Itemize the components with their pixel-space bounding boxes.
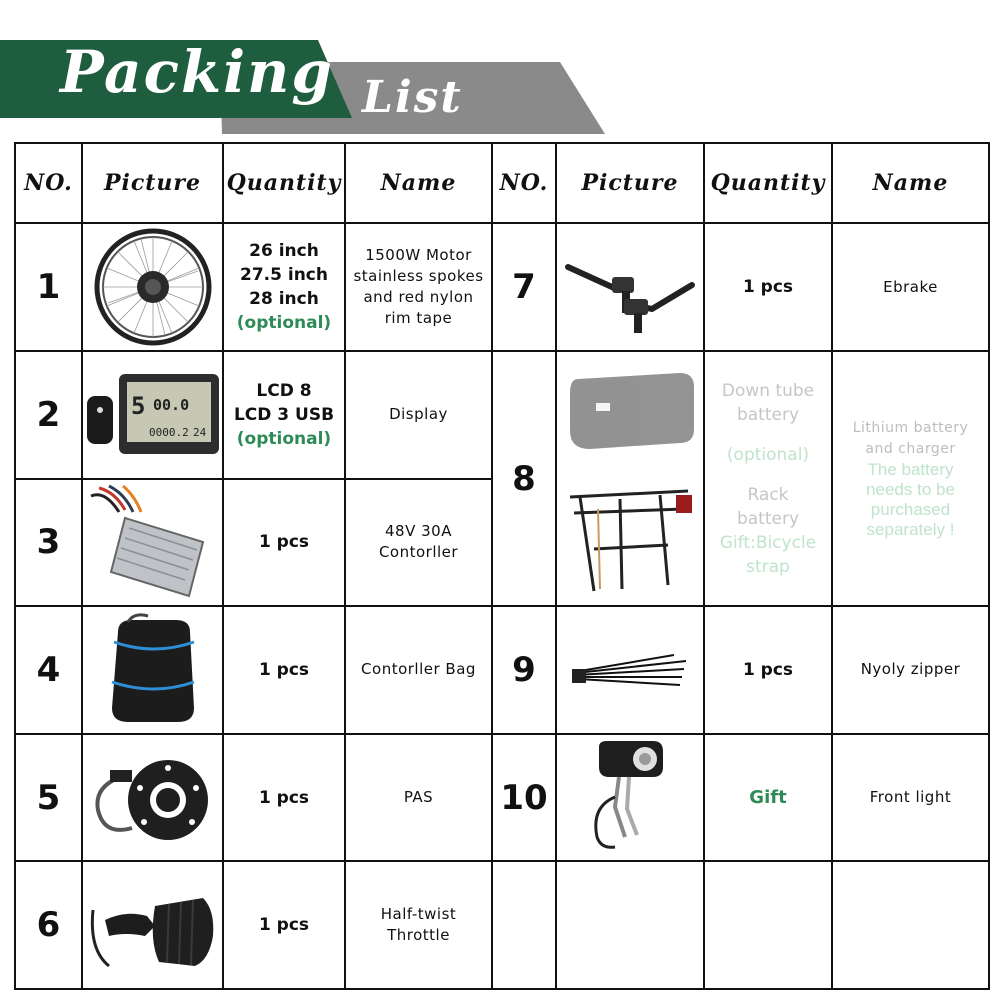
item-name [832,351,989,606]
item-picture [82,861,223,989]
table-row [15,734,989,862]
optional-note: (optional) [726,444,810,465]
battery-note: The battery [867,459,954,479]
item-no: 10 [492,734,556,862]
quantity-line: 1 pcs [742,659,794,680]
quantity-line: LCD 3 USB [233,404,335,425]
name-line: Contorller Bag [361,660,476,679]
item-quantity [704,734,832,862]
display-digit: 5 [130,391,145,420]
front-light-icon [585,737,675,859]
gift-note: strap [746,556,790,577]
item-no: 9 [492,606,556,734]
item-name [345,606,492,734]
name-line: Front light [869,788,952,807]
quantity-line: battery [736,508,800,529]
name-line: 48V 30A [385,522,452,541]
spacer [705,427,831,443]
item-no: 1 [15,223,82,351]
name-line: Ebrake [883,277,938,296]
lcd-display-icon [85,370,221,460]
battery-note: needs to be [866,479,955,499]
header-name-2: Name [832,143,989,223]
display-voltage: 24 [192,425,206,439]
half-twist-throttle-icon [85,870,221,980]
item-picture [82,479,223,607]
name-line: 1500W Motor [365,246,472,265]
item-picture [556,351,704,606]
item-quantity [704,351,832,606]
item-quantity [704,606,832,734]
gift-note: Gift:Bicycle [719,532,817,553]
display-odometer: 0000.2 [148,425,189,439]
quantity-line: 26 inch [249,241,319,262]
item-quantity [223,861,345,989]
table-row [15,223,989,351]
item-name [832,734,989,862]
quantity-line: battery [736,404,800,425]
battery-note: separately ! [866,519,955,539]
gift-label: Gift [749,787,787,809]
name-line: and charger [865,440,956,457]
optional-note: (optional) [236,313,332,334]
item-name [345,479,492,607]
item-quantity [223,223,345,351]
name-line: Contorller [378,543,459,562]
banner-subtitle: List [362,72,463,123]
name-line: Half-twist [380,905,457,924]
header-picture-2: Picture [556,143,704,223]
quantity-line: 1 pcs [258,532,310,553]
quantity-line: Rack [747,484,789,505]
item-name [345,734,492,862]
quantity-line: 1 pcs [742,277,794,298]
table-row [15,861,989,989]
name-line: Lithium battery [852,419,969,436]
ebrake-levers-icon [562,237,698,337]
display-speed: 00.0 [152,395,189,414]
packing-table [14,142,990,990]
item-no: 4 [15,606,82,734]
item-picture [82,734,223,862]
header-quantity-2: Quantity [704,143,832,223]
item-name [832,606,989,734]
empty-cell [556,861,704,989]
table-row [15,351,989,479]
item-no: 2 [15,351,82,479]
battery-and-rack-icon [560,359,700,599]
spacer [705,467,831,483]
packing-list-banner [0,0,1000,140]
optional-note: (optional) [236,428,332,449]
table-header-row [15,143,989,223]
item-name [832,223,989,351]
item-quantity [223,479,345,607]
header-name: Name [345,143,492,223]
item-no: 6 [15,861,82,989]
controller-icon [85,482,221,602]
item-picture [82,351,223,479]
header-picture: Picture [82,143,223,223]
header-no-2: NO. [492,143,556,223]
table-row [15,606,989,734]
header-no: NO. [15,143,82,223]
cable-ties-icon [570,645,690,695]
name-line: rim tape [384,309,453,328]
name-line: PAS [403,788,434,807]
quantity-line: 1 pcs [258,659,310,680]
item-name [345,351,492,479]
item-name [345,223,492,351]
banner-title: Packing [60,38,334,106]
item-no: 7 [492,223,556,351]
item-picture [82,223,223,351]
empty-cell [704,861,832,989]
item-no: 3 [15,479,82,607]
quantity-line: 1 pcs [258,915,310,936]
item-no: 8 [492,351,556,606]
quantity-line: 1 pcs [258,787,310,808]
name-line: Nyoly zipper [860,660,961,679]
name-line: Display [389,405,448,424]
battery-note: purchased [870,499,951,519]
item-quantity [223,351,345,479]
pas-sensor-icon [88,748,218,848]
item-no: 5 [15,734,82,862]
item-picture [82,606,223,734]
empty-cell [832,861,989,989]
controller-bag-icon [98,612,208,728]
item-quantity [223,606,345,734]
item-name [345,861,492,989]
quantity-line: Down tube [721,380,815,401]
item-picture [556,223,704,351]
name-line: stainless spokes [353,267,484,286]
item-quantity [704,223,832,351]
name-line: Throttle [387,926,450,945]
quantity-line: 27.5 inch [240,265,328,286]
wheel-hub-motor-icon [91,227,215,347]
item-picture [556,734,704,862]
item-quantity [223,734,345,862]
quantity-line: 28 inch [249,289,319,310]
header-quantity: Quantity [223,143,345,223]
name-line: and red nylon [363,288,474,307]
quantity-line: LCD 8 [256,380,312,401]
empty-cell [492,861,556,989]
item-picture [556,606,704,734]
